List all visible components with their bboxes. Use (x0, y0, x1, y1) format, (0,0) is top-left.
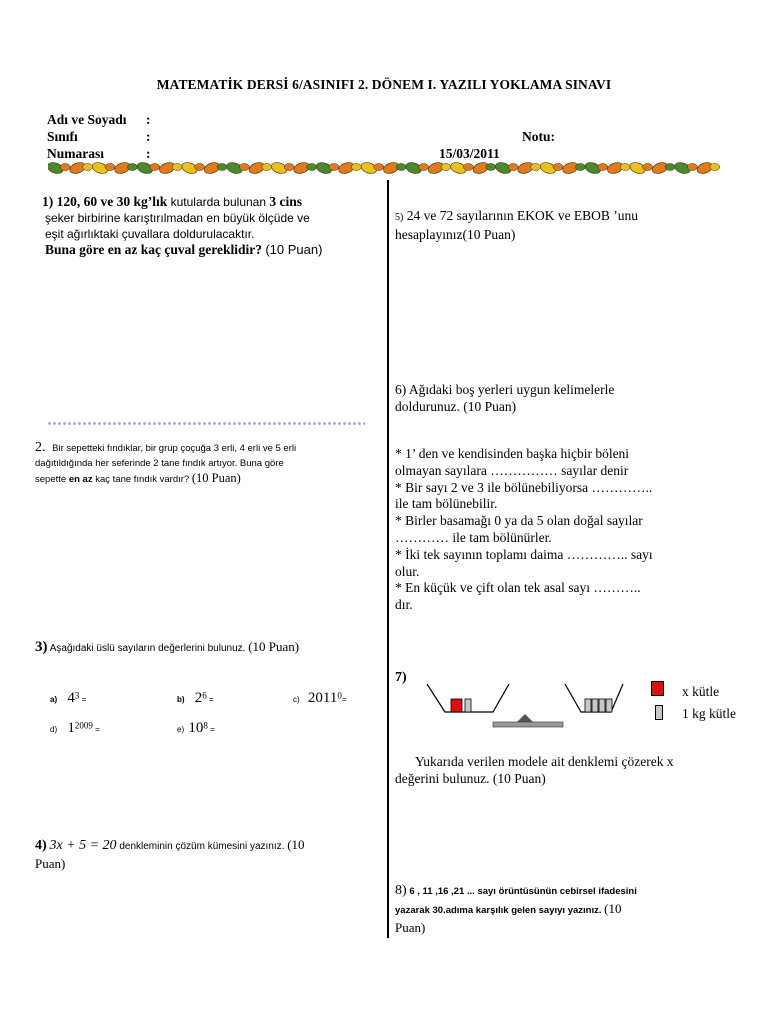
q3-a-label: a) (50, 695, 58, 704)
q6-line: * 1’ den ve kendisinden başka hiçbir böleni (395, 446, 630, 461)
q1-points: (10 Puan) (265, 242, 323, 257)
leaf-icon (284, 164, 294, 171)
q3-item-e (177, 720, 215, 737)
q1-text-3: eşit ağırlıktaki çuvallara doldurulacaktır. (45, 227, 255, 241)
question-8 (395, 882, 745, 938)
q3-b-exp: 6 (202, 690, 207, 701)
q3-e-eq: = (210, 725, 215, 734)
leaf-icon (419, 164, 429, 171)
q4-points-2: Puan) (35, 856, 66, 871)
q4-text: denkleminin çözüm kümesini yazınız. (119, 841, 285, 852)
leaf-icon (307, 164, 317, 171)
leaf-icon (262, 164, 272, 171)
q3-a-base: 4 (67, 690, 75, 706)
leaf-icon (83, 164, 93, 171)
1kg-box (465, 699, 471, 712)
1kg-box (599, 699, 605, 712)
q3-item-b (177, 690, 214, 707)
leaf-icon (620, 164, 630, 171)
question-6 (395, 381, 745, 415)
q3-number: 3) (35, 639, 48, 655)
q6-line: ile tam bölünebilir. (395, 496, 498, 512)
q7-text-2: değerini bulunuz. (10 Puan) (395, 771, 546, 786)
q6-text-1: 6) Ağıdaki boş yerleri uygun kelimelerle (395, 382, 615, 397)
question-5 (395, 207, 745, 243)
q3-d-exp: 2009 (74, 720, 93, 731)
name-label: Adı ve Soyadı (47, 112, 127, 127)
q6-line: * En küçük ve çift olan tek asal sayı ……….. (395, 580, 641, 596)
q4-points-1: (10 (287, 837, 305, 852)
q5-text-1: 24 ve 72 sayılarının EKOK ve EBOB ’unu (403, 208, 639, 223)
q2-text-2: dağıtıldığında her seferinde 2 tane fındık artıyor. Buna göre (35, 458, 284, 469)
leaf-icon (60, 164, 70, 171)
q6-text-2: doldurunuz. (10 Puan) (395, 399, 517, 414)
q3-d-label: d) (50, 725, 58, 734)
leaf-icon (687, 164, 697, 171)
q6-blanks (395, 446, 745, 614)
class-label: Sınıfı (47, 129, 78, 144)
q8-text-1: 6 , 11 ,16 ,21 ... sayı örüntüsünün cebirsel ifadesini (409, 886, 637, 897)
q2-text-3a: sepette (35, 474, 69, 485)
q7-number: 7) (395, 670, 407, 685)
q5-number: 5) (395, 212, 404, 223)
leaf-icon (396, 164, 406, 171)
leaf-icon (598, 164, 608, 171)
q8-text-2: yazarak 30.adıma karşılık gelen sayıyı yazınız. (395, 905, 602, 916)
leaf-icon (374, 164, 384, 171)
q1-number: 1) 120, 60 ve 30 kg’lık (42, 194, 168, 209)
q1-text-1: kutularda bulunan (167, 195, 270, 209)
q8-points-2: Puan) (395, 920, 426, 935)
q3-a-exp: 3 (74, 690, 80, 701)
q1-text-2: şeker birbirine karıştırılmadan en büyük ölçüde ve (45, 211, 310, 225)
q3-item-a (50, 690, 86, 707)
legend-x-mass-swatch (651, 681, 664, 696)
q3-points: (10 Puan) (248, 639, 300, 654)
q3-c-eq: = (341, 695, 347, 704)
grade-label: Notu: (522, 129, 555, 144)
question-1 (42, 194, 382, 258)
q1-question: Buna göre en az kaç çuval gereklidir? (45, 242, 262, 257)
q3-item-d (50, 720, 100, 737)
q8-points-1: (10 (604, 901, 622, 916)
q1-bold-cins: 3 cins (269, 194, 302, 209)
q3-c-exp: 0 (337, 690, 342, 701)
leaf-icon (217, 164, 227, 171)
leaf-icon (172, 164, 182, 171)
legend-1kg-swatch (655, 705, 663, 720)
leaf-icon (486, 164, 496, 171)
q3-item-c (293, 690, 347, 707)
leaf-icon (710, 164, 720, 171)
leaf-border (48, 158, 720, 178)
leaf-icon (575, 164, 585, 171)
q2-points: (10 Puan) (191, 471, 241, 485)
q7-text (395, 753, 745, 787)
leaf-icon (195, 164, 205, 171)
name-colon: : (146, 112, 151, 127)
q3-b-eq: = (209, 695, 214, 704)
q8-number: 8) (395, 883, 407, 898)
question-4 (35, 836, 375, 874)
leaf-icon (127, 164, 137, 171)
q7-text-1: Yukarıda verilen modele ait denklemi çözerek x (415, 754, 674, 769)
dotted-divider (47, 421, 365, 426)
q5-text-2: hesaplayınız(10 Puan) (395, 227, 516, 242)
q3-a-eq: = (81, 695, 87, 704)
1kg-box (606, 699, 612, 712)
class-colon: : (146, 129, 151, 144)
page-title: MATEMATİK DERSİ 6/ASINIFI 2. DÖNEM I. YAZILI YOKLAMA SINAVI (156, 77, 612, 92)
q3-d-base: 1 (67, 720, 75, 736)
q3-c-base: 2011 (307, 690, 338, 706)
leaf-icon (463, 164, 473, 171)
q6-line: * Birler basamağı 0 ya da 5 olan doğal sayılar (395, 513, 643, 529)
q6-line: ………… ile tam bölünürler. (395, 529, 552, 545)
q3-d-eq: = (95, 725, 100, 734)
leaf-icon (441, 164, 451, 171)
legend-1kg-label: 1 kg kütle (682, 706, 736, 721)
q3-b-label: b) (177, 695, 185, 704)
1kg-box (592, 699, 598, 712)
leaf-icon (351, 164, 361, 171)
q6-line: olmayan sayılara …………… sayılar denir (395, 462, 629, 478)
q3-c-label: c) (293, 695, 300, 704)
question-2 (35, 440, 380, 487)
column-divider (387, 180, 389, 938)
q6-line: * İki tek sayının toplamı daima ………….. sayı (395, 546, 653, 562)
1kg-box (585, 699, 591, 712)
q6-line: dır. (395, 597, 413, 613)
leaf-icon (329, 164, 339, 171)
x-mass-box (451, 699, 462, 712)
question-3 (35, 639, 299, 656)
q4-number: 4) (35, 838, 47, 853)
q3-b-base: 2 (194, 690, 203, 706)
q6-line: olur. (395, 563, 420, 579)
leaf-icon (553, 164, 563, 171)
leaf-icon (643, 164, 653, 171)
q4-equation: 3x + 5 = 20 (49, 838, 117, 853)
leaf-icon (665, 164, 675, 171)
q6-line: * Bir sayı 2 ve 3 ile bölünebiliyorsa ………….. (395, 479, 653, 495)
leaf-icon (150, 164, 160, 171)
q3-e-exp: 8 (203, 720, 208, 731)
exam-date: 15/03/2011 (439, 146, 500, 161)
balance-scale-diagram (425, 680, 625, 730)
leaf-icon (531, 164, 541, 171)
q2-text-3b: en az (68, 474, 93, 485)
q3-text: Aşağıdaki üslü sayıların değerlerini bulunuz. (49, 643, 246, 654)
q2-text-3c: kaç tane fındık vardır? (92, 474, 190, 485)
number-colon: : (146, 146, 151, 161)
q2-number: 2. (35, 440, 46, 455)
number-label: Numarası (47, 146, 104, 161)
q2-text-1: Bir sepetteki fındıklar, bir grup çoçuğa 3 erli, 4 erli ve 5 erli (52, 443, 297, 454)
q3-e-base: 10 (188, 720, 204, 736)
legend-x-mass-label: x kütle (682, 684, 720, 699)
q3-e-label: e) (177, 725, 185, 734)
leaf-icon (105, 164, 115, 171)
leaf-icon (239, 164, 249, 171)
leaf-icon (508, 164, 518, 171)
